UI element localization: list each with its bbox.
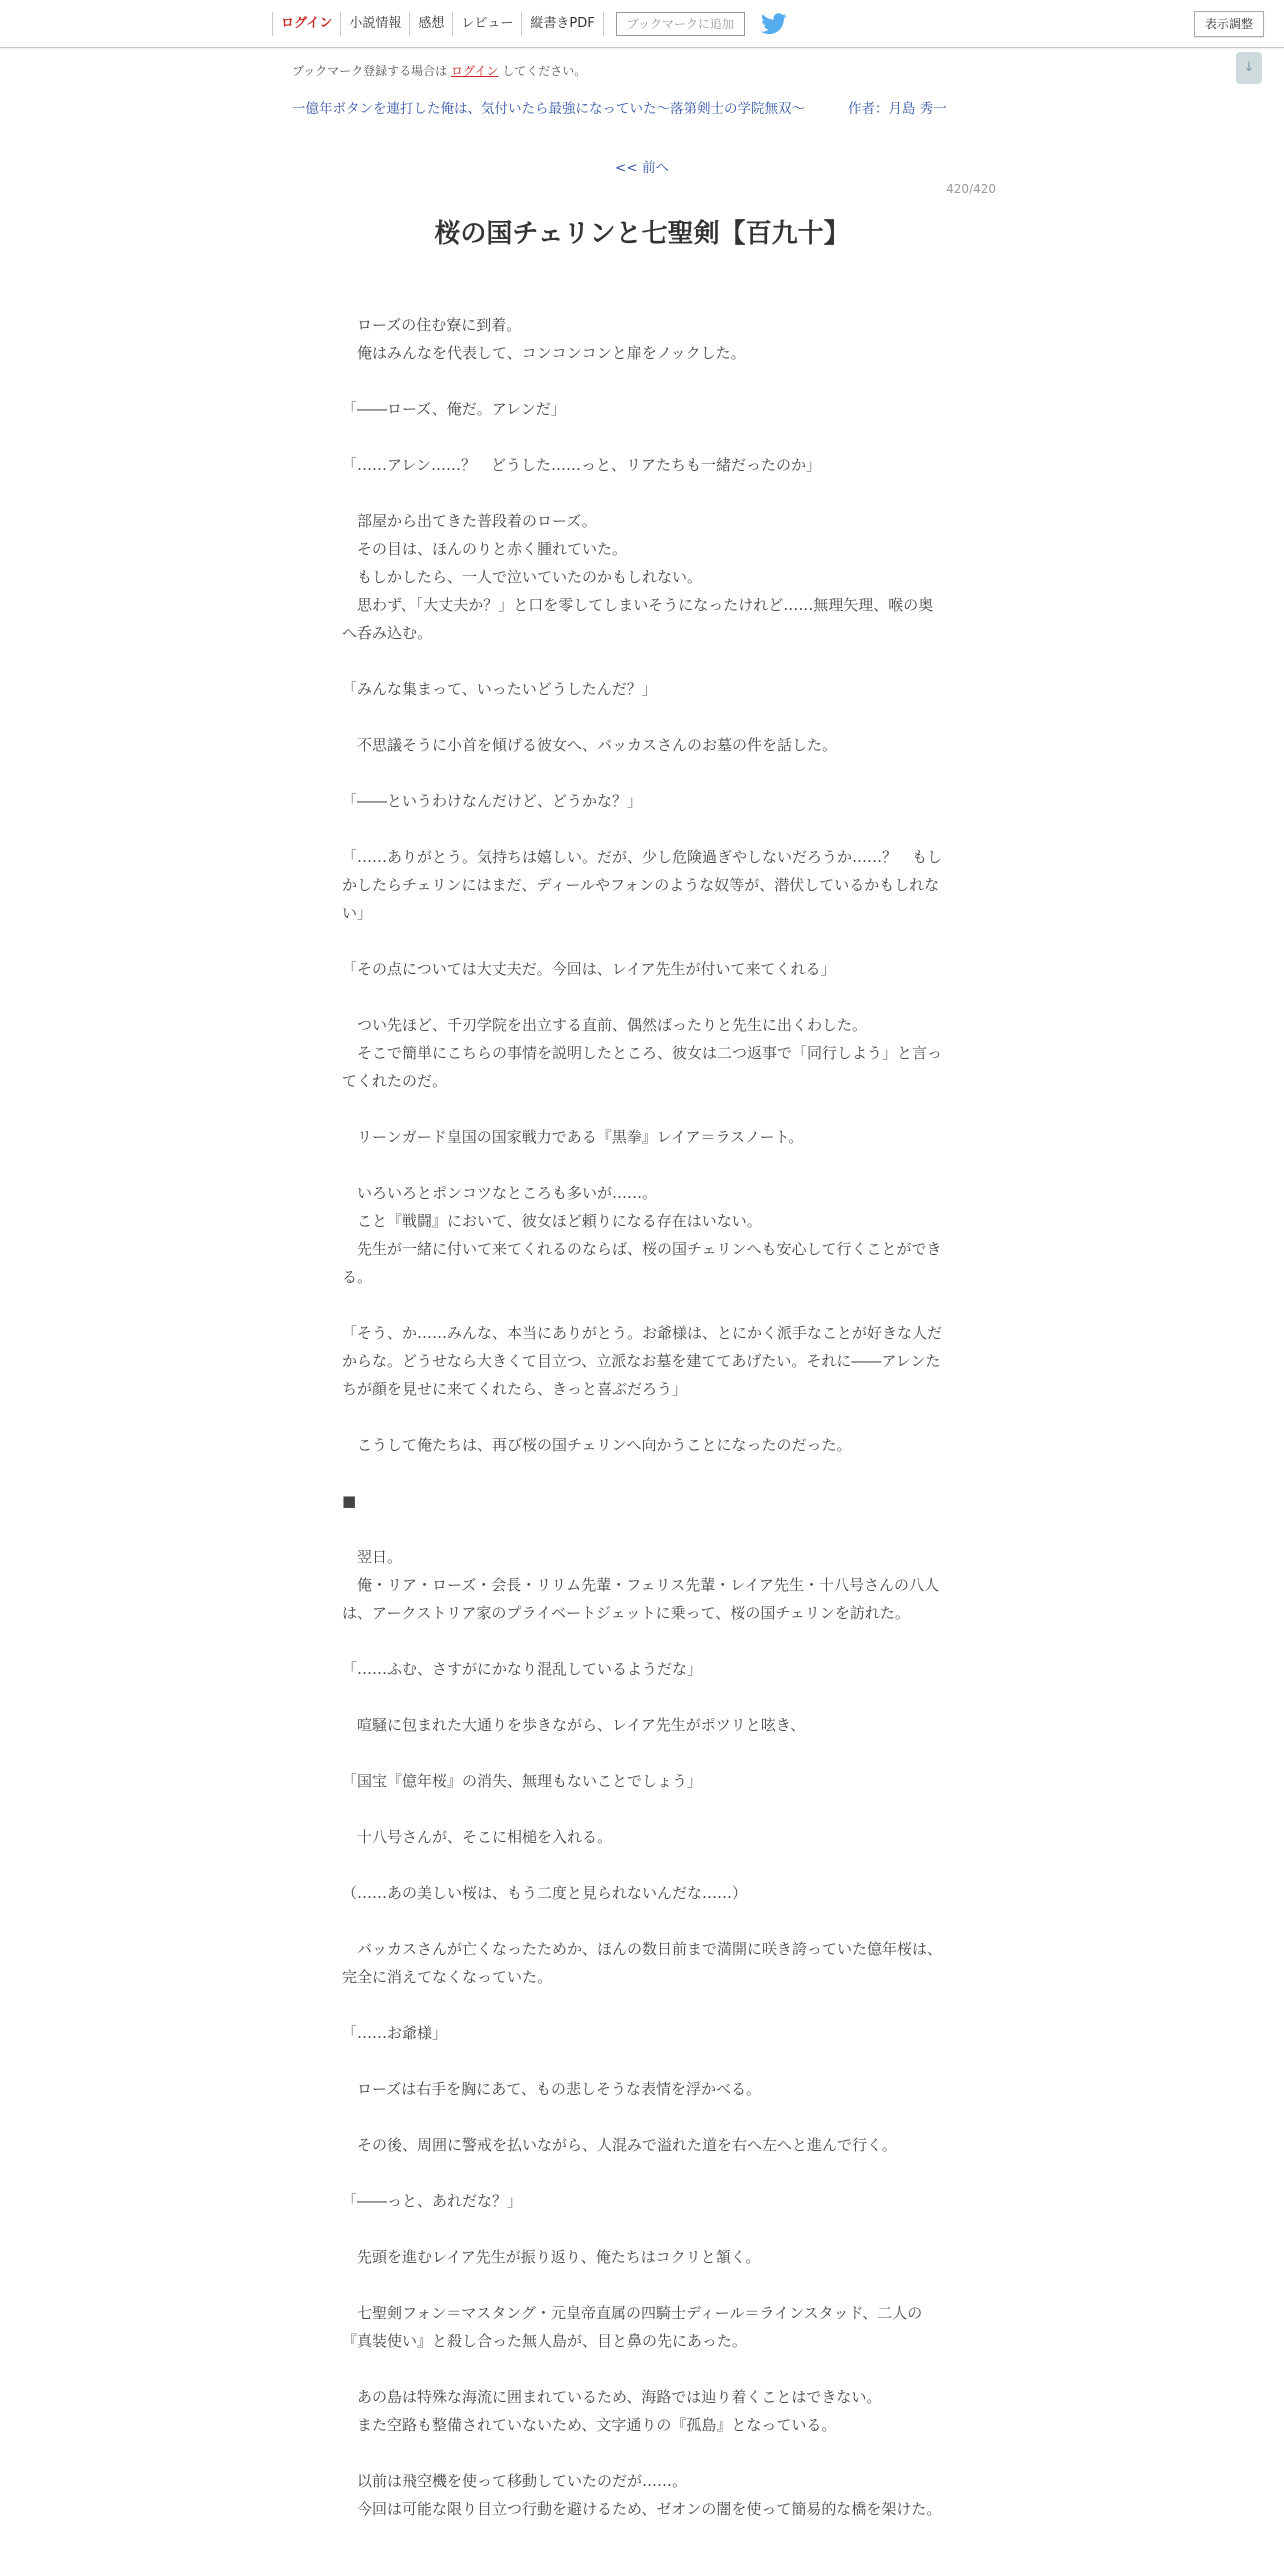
body-line: 俺・リア・ローズ・会長・リリム先輩・フェリス先輩・レイア先生・十八号さんの八人は、アークストリア家のプライベートジェットに乗って、桜の国チェリンを訪れた。	[342, 1576, 940, 1622]
add-bookmark-button[interactable]: ブックマークに追加	[616, 12, 745, 36]
body-line	[342, 1683, 942, 1711]
body-line: 「国宝『億年桜』の消失、無理もないことでしょう」	[342, 1772, 703, 1790]
body-line: 十八号さんが、そこに相槌を入れる。	[342, 1828, 613, 1846]
page-count: 420/420	[946, 182, 996, 196]
body-line	[342, 815, 942, 843]
body-line: リーンガード皇国の国家戦力である『黒拳』レイア＝ラスノート。	[342, 1128, 804, 1146]
body-line: 「みんな集まって、いったいどうしたんだ？」	[342, 680, 657, 698]
author-line	[848, 97, 947, 117]
body-line	[342, 759, 942, 787]
body-line: 先頭を進むレイア先生が振り返り、俺たちはコクリと頷く。	[342, 2248, 761, 2266]
body-line: 先生が一緒に付いて来てくれるのならば、桜の国チェリンへも安心して行くことができる。	[342, 1240, 942, 1286]
chapter-body	[342, 311, 942, 2523]
body-line	[342, 2215, 942, 2243]
notice-prefix: ブックマーク登録する場合は	[292, 64, 448, 78]
body-line: 以前は飛空機を使って移動していたのだが……。	[342, 2472, 688, 2490]
body-line: 「……ありがとう。気持ちは嬉しい。だが、少し危険過ぎやしないだろうか……？ もしかしたらチェリンにはまだ、ディールやフォンのような奴等が、潜伏しているかもしれない」	[342, 848, 943, 922]
body-line: その後、周囲に警戒を払いながら、人混みで溢れた道を右へ左へと進んで行く。	[342, 2136, 897, 2154]
body-line	[342, 1991, 942, 2019]
body-line: 俺はみんなを代表して、コンコンコンと扉をノックした。	[342, 344, 746, 362]
body-line: 不思議そうに小首を傾げる彼女へ、バッカスさんのお墓の件を話した。	[342, 736, 838, 754]
author-label: 作者：	[848, 101, 889, 117]
notice-login-link[interactable]: ログイン	[451, 64, 499, 78]
body-line: つい先ほど、千刃学院を出立する直前、偶然ばったりと先生に出くわした。	[342, 1016, 868, 1034]
body-line	[342, 479, 942, 507]
body-line: 「その点については大丈夫だ。今回は、レイア先生が付いて来てくれる」	[342, 960, 836, 978]
chapter-title: 桜の国チェリンと七聖剣【百九十】	[434, 219, 850, 249]
body-line: あの島は特殊な海流に囲まれているため、海路では辿り着くことはできない。	[342, 2388, 882, 2406]
body-line	[342, 1459, 942, 1487]
body-line: 「……アレン……？ どうした……っと、リアたちも一緒だったのか」	[342, 456, 822, 474]
body-line	[342, 367, 942, 395]
body-line: 翌日。	[342, 1548, 403, 1566]
body-line	[342, 2355, 942, 2383]
body-line: もしかしたら、一人で泣いていたのかもしれない。	[342, 568, 703, 586]
body-line: 「そう、か……みんな、本当にありがとう。お爺様は、とにかく派手なことが好きな人だからな。どうせなら大きくて目立つ、立派なお墓を建ててあげたい。それに――アレンたちが顔を見せに来てくれたら、きっと喜ぶだろう」	[342, 1324, 943, 1398]
body-line: 七聖剣フォン＝マスタング・元皇帝直属の四騎士ディール＝ラインスタッド、二人の『真装使い』と殺し合った無人島が、目と鼻の先にあった。	[342, 2304, 923, 2350]
body-line	[342, 1627, 942, 1655]
author-name-link[interactable]: 月島 秀一	[888, 101, 947, 117]
body-line	[342, 2159, 942, 2187]
site-header	[0, 0, 1284, 48]
body-line: 「――ローズ、俺だ。アレンだ」	[342, 400, 566, 418]
body-line: 思わず、「大丈夫か？」と口を零してしまいそうになったけれど……無理矢理、喉の奥へ呑み込む。	[342, 596, 934, 642]
body-line	[342, 2439, 942, 2467]
body-line	[342, 647, 942, 675]
body-line: バッカスさんが亡くなったためか、ほんの数日前まで満開に咲き誇っていた億年桜は、完全に消えてなくなっていた。	[342, 1940, 943, 1986]
body-line: 「……ふむ、さすがにかなり混乱しているようだな」	[342, 1660, 703, 1678]
nav-novel-info[interactable]: 小説情報	[340, 12, 409, 36]
body-line	[342, 1403, 942, 1431]
header-nav	[272, 12, 787, 36]
body-line: 「……お爺様」	[342, 2024, 448, 2042]
body-line	[342, 1095, 942, 1123]
body-line	[342, 927, 942, 955]
body-line: こと『戦闘』において、彼女ほど頼りになる存在はいない。	[342, 1212, 762, 1230]
body-line	[342, 1851, 942, 1879]
body-line: 今回は可能な限り目立つ行動を避けるため、ゼオンの闇を使って簡易的な橋を架けた。	[342, 2500, 942, 2518]
nav-login[interactable]: ログイン	[272, 12, 340, 36]
body-line	[342, 983, 942, 1011]
body-line	[342, 2047, 942, 2075]
body-line	[342, 1739, 942, 1767]
body-line: 部屋から出てきた普段着のローズ。	[342, 512, 597, 530]
body-line	[342, 2271, 942, 2299]
body-line	[342, 1907, 942, 1935]
body-line: こうして俺たちは、再び桜の国チェリンへ向かうことになったのだった。	[342, 1436, 852, 1454]
body-line: ■	[342, 1492, 357, 1510]
body-line: その目は、ほんのりと赤く腫れていた。	[342, 540, 628, 558]
nav-impressions[interactable]: 感想	[409, 12, 452, 36]
body-line: 喧騒に包まれた大通りを歩きながら、レイア先生がポツリと呟き、	[342, 1716, 806, 1734]
body-line: いろいろとポンコツなところも多いが……。	[342, 1184, 658, 1202]
body-line	[342, 423, 942, 451]
nav-review[interactable]: レビュー	[452, 12, 521, 36]
nav-vertical-pdf[interactable]: 縦書きPDF	[521, 12, 603, 36]
body-line: ローズの住む寮に到着。	[342, 316, 522, 334]
body-line: ローズは右手を胸にあて、もの悲しそうな表情を浮かべる。	[342, 2080, 761, 2098]
body-line	[342, 1291, 942, 1319]
body-line	[342, 2103, 942, 2131]
body-line	[342, 1795, 942, 1823]
prev-page-link[interactable]: << 前へ	[615, 160, 669, 176]
body-line: 「――っと、あれだな？」	[342, 2192, 523, 2210]
body-line: （……あの美しい桜は、もう二度と見られないんだな……）	[342, 1884, 748, 1902]
novel-title-link[interactable]: 一億年ボタンを連打した俺は、気付いたら最強になっていた～落第剣士の学院無双～	[292, 101, 805, 117]
display-settings-button[interactable]: 表示調整	[1194, 11, 1264, 37]
body-line: 「――というわけなんだけど、どうかな？」	[342, 792, 643, 810]
body-line	[342, 1151, 942, 1179]
body-line	[342, 703, 942, 731]
body-line: また空路も整備されていないため、文字通りの『孤島』となっている。	[342, 2416, 837, 2434]
scroll-down-icon[interactable]: ↓	[1236, 52, 1262, 84]
twitter-bird-icon[interactable]	[761, 13, 787, 35]
notice-suffix: してください。	[502, 64, 587, 78]
bookmark-login-notice	[292, 62, 586, 79]
body-line	[342, 1515, 942, 1543]
body-line: そこで簡単にこちらの事情を説明したところ、彼女は二つ返事で「同行しよう」と言ってくれたのだ。	[342, 1044, 943, 1090]
prev-page-nav	[0, 156, 1284, 176]
